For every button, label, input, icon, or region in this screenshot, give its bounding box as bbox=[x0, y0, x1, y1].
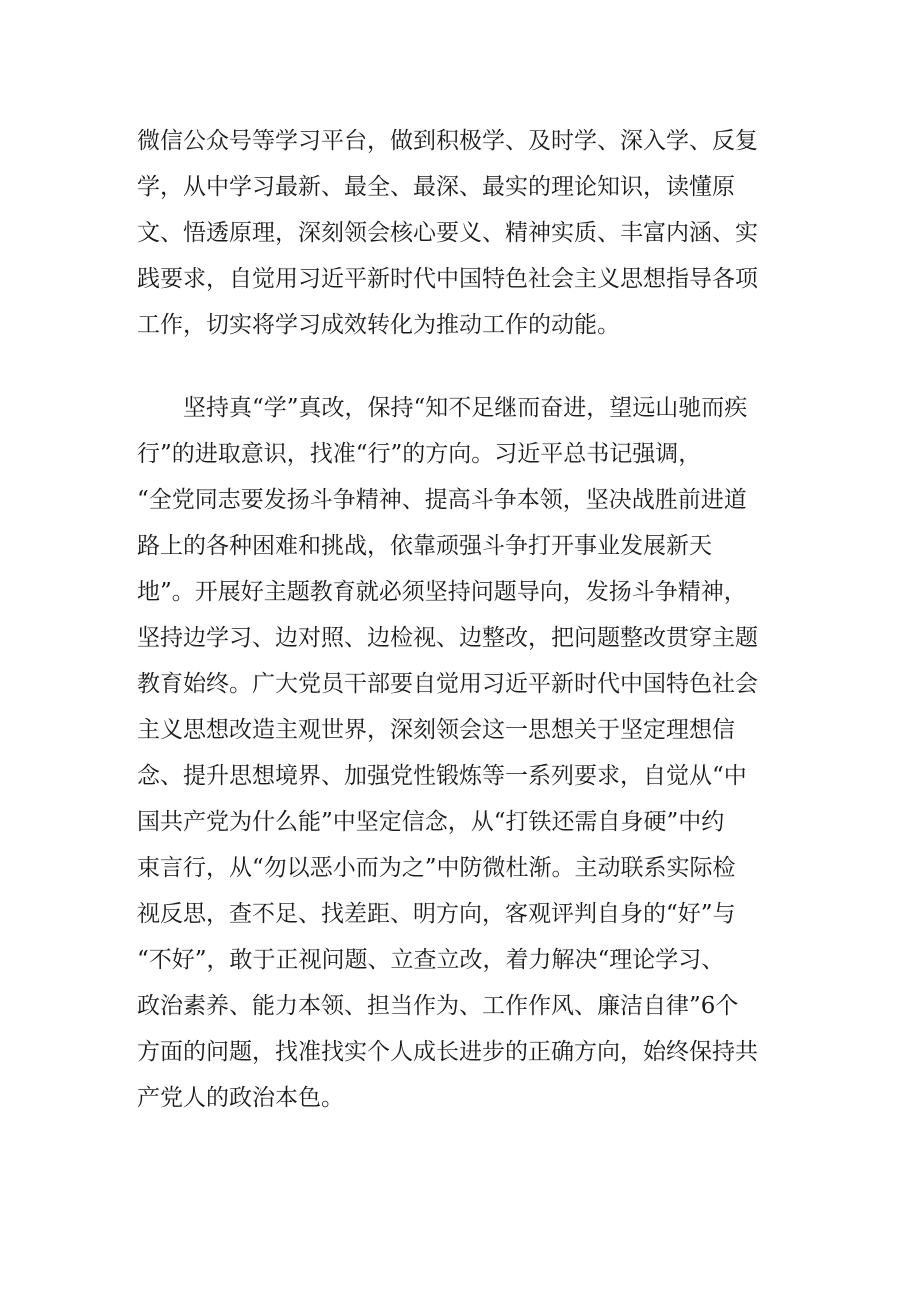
text-line: “不好”，敢于正视问题、立查立改，着力解决“理论学习、 bbox=[137, 947, 725, 973]
text-line: 文、悟透原理，深刻领会核心要义、精神实质、丰富内涵、实 bbox=[137, 220, 758, 246]
text-line: 地”。开展好主题教育就必须坚持问题导向，发扬斗争精神， bbox=[137, 579, 747, 605]
text-line: 国共产党为什么能”中坚定信念，从“打铁还需自身硬”中约 bbox=[137, 809, 725, 835]
text-line: 政治素养、能力本领、担当作为、工作作风、廉洁自律”6个 bbox=[137, 993, 739, 1019]
text-line: 行”的进取意识，找准“行”的方向。习近平总书记强调， bbox=[137, 441, 702, 467]
text-line: 主义思想改造主观世界，深刻领会这一思想关于坚定理想信 bbox=[137, 717, 735, 743]
text-line: 方面的问题，找准找实个人成长进步的正确方向，始终保持共 bbox=[137, 1039, 758, 1065]
text-line: 产党人的政治本色。 bbox=[137, 1085, 344, 1111]
text-line: 工作，切实将学习成效转化为推动工作的动能。 bbox=[137, 312, 620, 338]
text-line: 微信公众号等学习平台，做到积极学、及时学、深入学、反复 bbox=[137, 128, 758, 154]
text-line: 束言行，从“勿以恶小而为之”中防微杜渐。主动联系实际检 bbox=[137, 855, 736, 881]
text-line: 坚持边学习、边对照、边检视、边整改，把问题整改贯穿主题 bbox=[137, 625, 758, 651]
text-line: 教育始终。广大党员干部要自觉用习近平新时代中国特色社会 bbox=[137, 671, 758, 697]
text-line: “全党同志要发扬斗争精神、提高斗争本领，坚决战胜前进道 bbox=[137, 487, 747, 513]
paragraph-study-platforms bbox=[137, 118, 787, 348]
text-line-first: 坚持真“学”真改，保持“知不足继而奋进，望远山驰而疾 bbox=[183, 395, 748, 421]
text-line: 视反思，查不足、找差距、明方向，客观评判自身的“好”与 bbox=[137, 901, 736, 927]
paragraph-study-and-rectify bbox=[137, 385, 787, 1121]
text-line: 学，从中学习最新、最全、最深、最实的理论知识，读懂原 bbox=[137, 174, 735, 200]
text-line: 践要求，自觉用习近平新时代中国特色社会主义思想指导各项 bbox=[137, 266, 758, 292]
text-line: 路上的各种困难和挑战，依靠顽强斗争打开事业发展新天 bbox=[137, 533, 712, 559]
text-line: 念、提升思想境界、加强党性锻炼等一系列要求，自觉从“中 bbox=[137, 763, 747, 789]
